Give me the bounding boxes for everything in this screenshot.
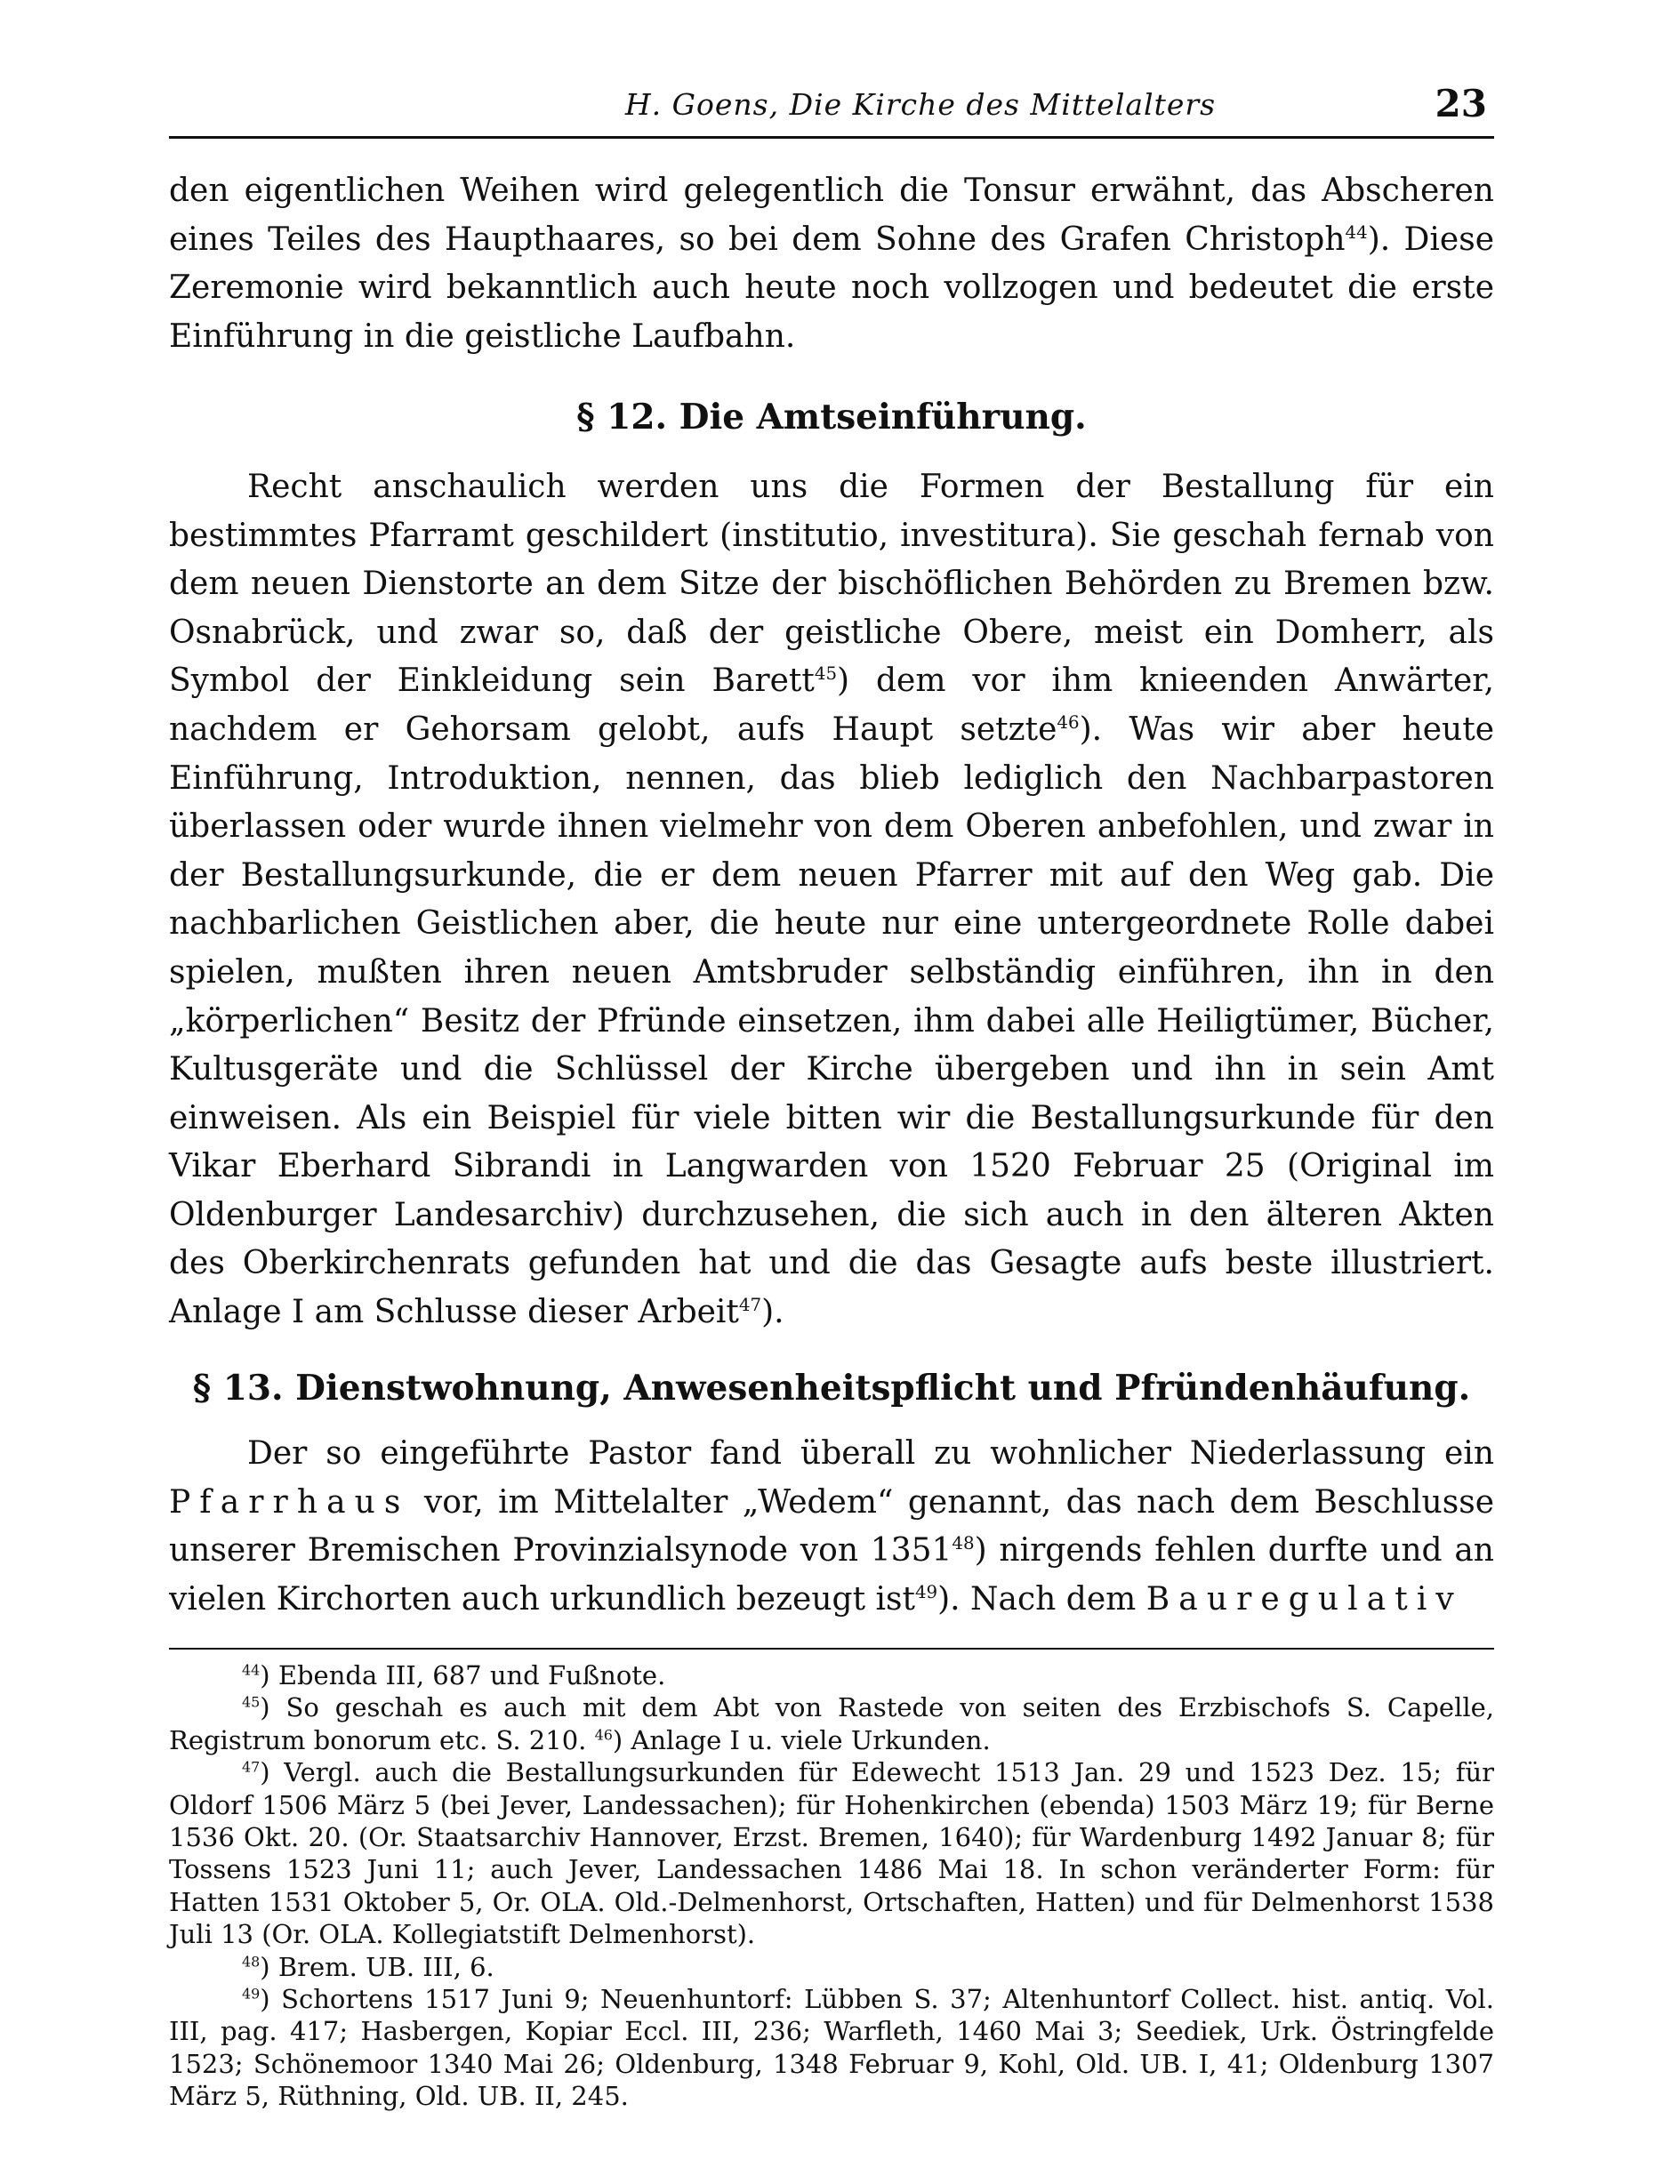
footnote-ref: 48 (952, 1533, 975, 1554)
paragraph-text: Der so eingeführte Pastor fand überall zu wohnlicher Niederlassung ein (247, 1435, 1494, 1473)
emphasis-pfarrhaus: Pfarrhaus (169, 1483, 410, 1521)
footnote-number: 47 (242, 1758, 261, 1776)
paragraph-text: Recht anschaulich werden uns die Formen der Bestallung für ein bestimmtes Pfarramt geschildert (institutio, investitura). Sie geschah fernab von dem neuen Dienstorte an dem Sitze der bischöflichen Behörden zu Bremen bzw. Osnabrück, und zwar so, daß der geistliche Obere, meist ein Domherr, als Symbol der Einkleidung sein Barett (169, 468, 1494, 700)
paragraph-dienstwohnung (169, 1430, 1494, 1624)
paragraph-text: ). Nach dem (937, 1581, 1146, 1618)
footnotes (169, 1659, 1494, 2113)
footnote-number: 44 (242, 1661, 261, 1679)
page-number: 23 (1435, 82, 1487, 125)
paragraph-text: den eigentlichen Weihen wird gelegentlich die Tonsur erwähnt, das Abscheren eines Teiles des Haupthaares, so bei dem Sohne des Grafen Christoph (169, 173, 1494, 258)
footnote-44 (169, 1659, 1494, 1691)
footnote-text: ) So geschah es auch mit dem Abt von Rastede von seiten des Erzbischofs S. Capelle, Registrum bonorum etc. S. 210. (169, 1692, 1494, 1755)
paragraph-text: ). Diese Zeremonie wird bekanntlich auch heute noch vollzogen und bedeutet die erste Einführung in die geistliche Laufbahn. (169, 221, 1494, 355)
footnote-ref: 44 (1345, 221, 1368, 243)
footnote-number: 45 (242, 1693, 261, 1711)
section-heading-12: § 12. Die Amtseinführung. (576, 397, 1087, 438)
paragraph-text: ) nirgends fehlen durfte und an vielen Kirchorten auch urkundlich bezeugt ist (169, 1532, 1494, 1618)
section-heading-13: § 13. Dienstwohnung, Anwesenheitspflicht und Pfründenhäufung. (192, 1367, 1471, 1409)
footnote-45-46 (169, 1691, 1494, 1756)
emphasis-bauregulativ: Bauregulativ (1145, 1581, 1463, 1618)
paragraph-text: ) dem vor ihm knieenden Anwärter, nachdem er Gehorsam gelobt, aufs Haupt setzte (169, 662, 1494, 748)
paragraph-text: ). (761, 1294, 784, 1331)
footnote-ref: 49 (914, 1582, 938, 1603)
header-rule (169, 136, 1494, 139)
paragraph-amtseinfuehrung (169, 463, 1494, 1337)
paragraph-tonsur (169, 167, 1494, 361)
footnote-number: 46 (594, 1726, 613, 1744)
main-text (169, 167, 1494, 1625)
footnote-47 (169, 1756, 1494, 1950)
footnote-number: 49 (242, 1985, 261, 2003)
paragraph-text: vor, im Mittelalter „Wedem“ genannt, das nach dem Beschlusse unserer Bremischen Provinzialsynode von 1351 (169, 1483, 1494, 1570)
footnote-49 (169, 1983, 1494, 2113)
footnote-ref: 45 (814, 663, 838, 685)
paragraph-text: ). Was wir aber heute Einführung, Introduktion, nennen, das blieb lediglich den Nachbarpastoren überlassen oder wurde ihnen vielmehr von dem Oberen anbefohlen, und zwar in der Bestallungsurkunde, die er dem neuen Pfarrer mit auf den Weg gab. Die nachbarlichen Geistlichen aber, die heute nur eine untergeordnete Rolle dabei spielen, mußten ihren neuen Amtsbruder selbständig einführen, ihn in den „körperlichen“ Besitz der Pfründe einsetzen, ihm dabei alle Heiligtümer, Bücher, Kultusgeräte und die Schlüssel der Kirche übergeben und ihn in sein Amt einweisen. Als ein Beispiel für viele bitten wir die Bestallungsurkunde für den Vikar Eberhard Sibrandi in Langwarden von 1520 Februar 25 (Original im Oldenburger Landesarchiv) durchzusehen, die sich auch in den älteren Akten des Oberkirchenrats gefunden hat und die das Gesagte aufs beste illustriert. Anlage I am Schlusse dieser Arbeit (169, 711, 1495, 1331)
footnote-ref: 47 (738, 1295, 762, 1316)
page-header (169, 82, 1494, 135)
footnote-ref: 46 (1057, 711, 1080, 733)
footnote-rule (169, 1648, 1494, 1650)
footnote-text: ) Schortens 1517 Juni 9; Neuenhuntorf: Lübben S. 37; Altenhuntorf Collect. hist. antiq. Vol. III, pag. 417; Hasbergen, Kopiar Eccl. III, 236; Warfleth, 1460 Mai 3; Seediek, Urk. Östringfelde 1523; Schönemoor 1340 Mai 26; Oldenburg, 1348 Februar 9, Kohl, Old. UB. I, 41; Oldenburg 1307 März 5, Rüthning, Old. UB. II, 245. (169, 1984, 1494, 2112)
footnote-text: ) Vergl. auch die Bestallungsurkunden für Edewecht 1513 Jan. 29 und 1523 Dez. 15; für Oldorf 1506 März 5 (bei Jever, Landessachen); für Hohenkirchen (ebenda) 1503 März 19; für Berne 1536 Okt. 20. (Or. Staatsarchiv Hannover, Erzst. Bremen, 1640); für Wardenburg 1492 Januar 8; für Tossens 1523 Juni 11; auch Jever, Landessachen 1486 Mai 18. In schon veränderter Form: für Hatten 1531 Oktober 5, Or. OLA. Old.-Delmenhorst, Ortschaften, Hatten) und für Delmenhorst 1538 Juli 13 (Or. OLA. Kollegiatstift Delmenhorst). (169, 1757, 1494, 1950)
running-head: H. Goens, Die Kirche des Mittelalters (624, 87, 1217, 122)
footnote-text: ) Ebenda III, 687 und Fußnote. (260, 1660, 666, 1690)
footnote-text: ) Brem. UB. III, 6. (260, 1951, 494, 1982)
footnote-48 (169, 1951, 1494, 1983)
footnote-text: ) Anlage I u. viele Urkunden. (612, 1724, 991, 1755)
footnote-number: 48 (242, 1953, 261, 1970)
